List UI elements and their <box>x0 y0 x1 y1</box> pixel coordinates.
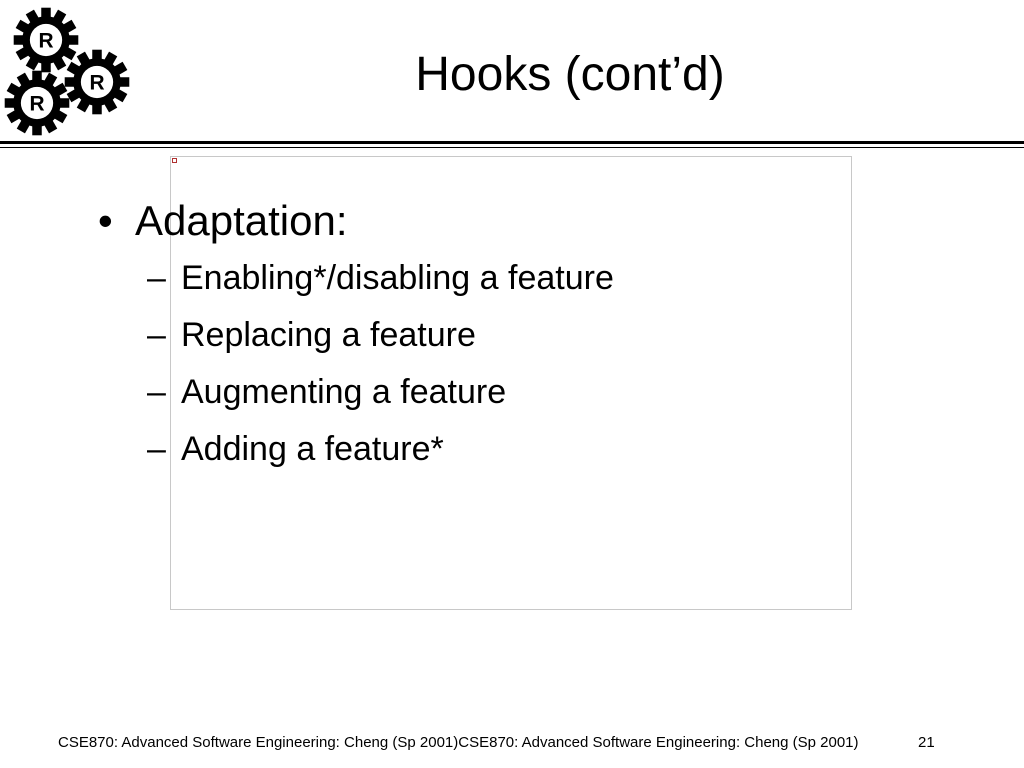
sub-bullet-text: Enabling*/disabling a feature <box>181 259 614 297</box>
sub-bullet-text: Adding a feature* <box>181 430 444 468</box>
bullet-item <box>98 196 858 246</box>
gear-icon <box>5 71 70 136</box>
gear-icon <box>65 50 130 115</box>
gear-icon <box>14 8 79 73</box>
sub-bullet-text: Replacing a feature <box>181 316 476 354</box>
sub-bullet-marker: – <box>147 373 166 411</box>
broken-image-icon <box>172 158 177 163</box>
bullet-list <box>98 196 858 486</box>
sub-bullet-marker: – <box>147 316 166 354</box>
sub-bullet-item <box>147 372 858 412</box>
gear-label: R <box>29 92 45 116</box>
gear-label: R <box>38 29 54 53</box>
title-divider-thin <box>0 147 1024 148</box>
sub-bullet-marker: – <box>147 430 166 468</box>
rrr-gear-logo <box>0 0 140 142</box>
sub-bullet-item <box>147 315 858 355</box>
bullet-text: Adaptation: <box>135 197 348 244</box>
sub-bullet-item <box>147 258 858 298</box>
slide-number: 21 <box>918 734 935 751</box>
slide-title: Hooks (cont’d) <box>415 48 725 101</box>
sub-bullet-marker: – <box>147 259 166 297</box>
sub-bullet-text: Augmenting a feature <box>181 373 507 411</box>
gear-label: R <box>89 71 105 95</box>
title-divider-thick <box>0 141 1024 144</box>
sub-bullet-item <box>147 429 858 469</box>
bullet-marker: • <box>98 197 113 244</box>
slide-footer: CSE870: Advanced Software Engineering: Cheng (Sp 2001)CSE870: Advanced Software Engineering: Cheng (Sp 2001) <box>58 734 859 751</box>
